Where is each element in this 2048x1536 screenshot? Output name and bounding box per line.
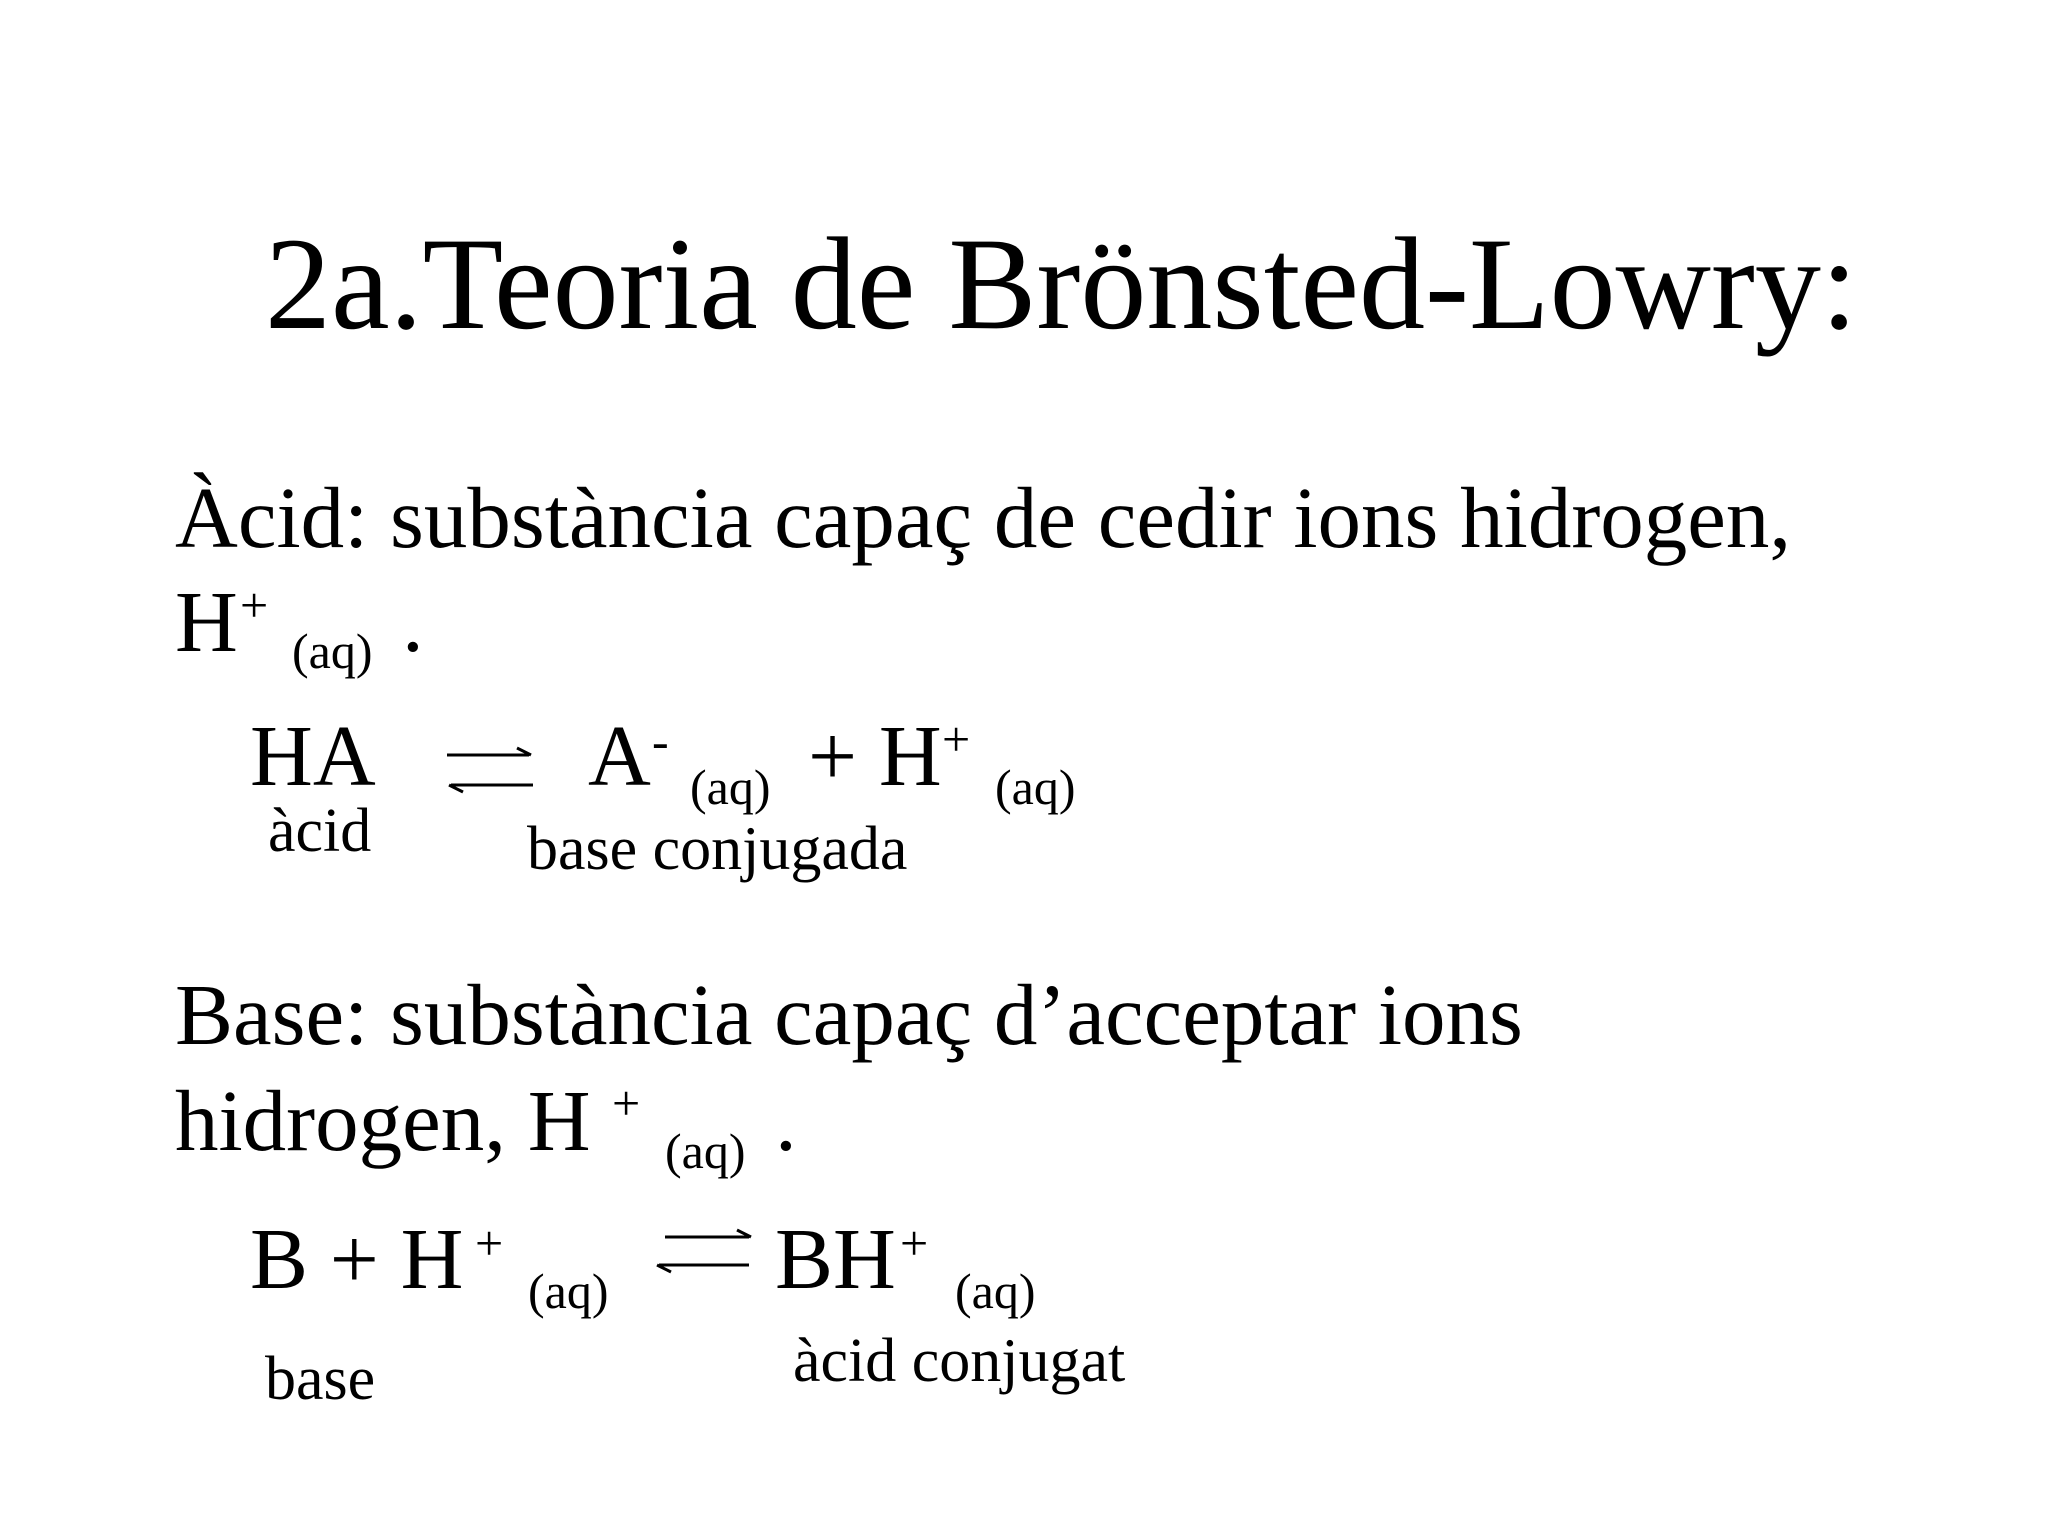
acid-definition-h-charge: + <box>240 577 269 633</box>
eq-a-aq: (aq) <box>690 759 771 815</box>
eq-plus-h: + H <box>808 707 942 804</box>
acid-definition-h: H <box>175 573 238 670</box>
eq-a: A <box>588 707 651 804</box>
eq-b-h-aq: (aq) <box>528 1263 609 1319</box>
base-definition-line1: Base: substància capaç d’acceptar ions <box>175 966 1523 1063</box>
base-definition-line2: hidrogen, H <box>175 1072 591 1169</box>
eq-b-h-charge: + <box>475 1215 504 1271</box>
label-acid-conjugat: àcid conjugat <box>793 1327 1126 1395</box>
page-title: 2a.Teoria de Brönsted-Lowry: <box>265 210 1858 357</box>
acid-definition-period: . <box>402 573 424 670</box>
eq-h-aq: (aq) <box>995 759 1076 815</box>
eq-h-charge: + <box>942 711 971 767</box>
eq-ha: HA <box>250 707 376 804</box>
eq-b-plus-h: B + H <box>250 1210 464 1307</box>
base-definition-period: . <box>775 1072 797 1169</box>
eq-bh-charge: + <box>900 1215 929 1271</box>
eq-bh: BH <box>775 1210 896 1307</box>
acid-definition-line1: Àcid: substància capaç de cedir ions hidrogen, <box>175 469 1792 566</box>
base-definition-aq: (aq) <box>665 1123 746 1179</box>
equilibrium-arrows-icon <box>445 745 535 805</box>
label-base-conjugada: base conjugada <box>527 815 908 883</box>
eq-a-charge: - <box>652 713 669 769</box>
base-definition-h-charge: + <box>612 1075 641 1131</box>
label-base: base <box>265 1345 376 1413</box>
label-acid: àcid <box>268 797 372 865</box>
equilibrium-arrows-icon <box>655 1227 755 1287</box>
acid-definition-aq: (aq) <box>292 623 373 679</box>
eq-bh-aq: (aq) <box>955 1263 1036 1319</box>
